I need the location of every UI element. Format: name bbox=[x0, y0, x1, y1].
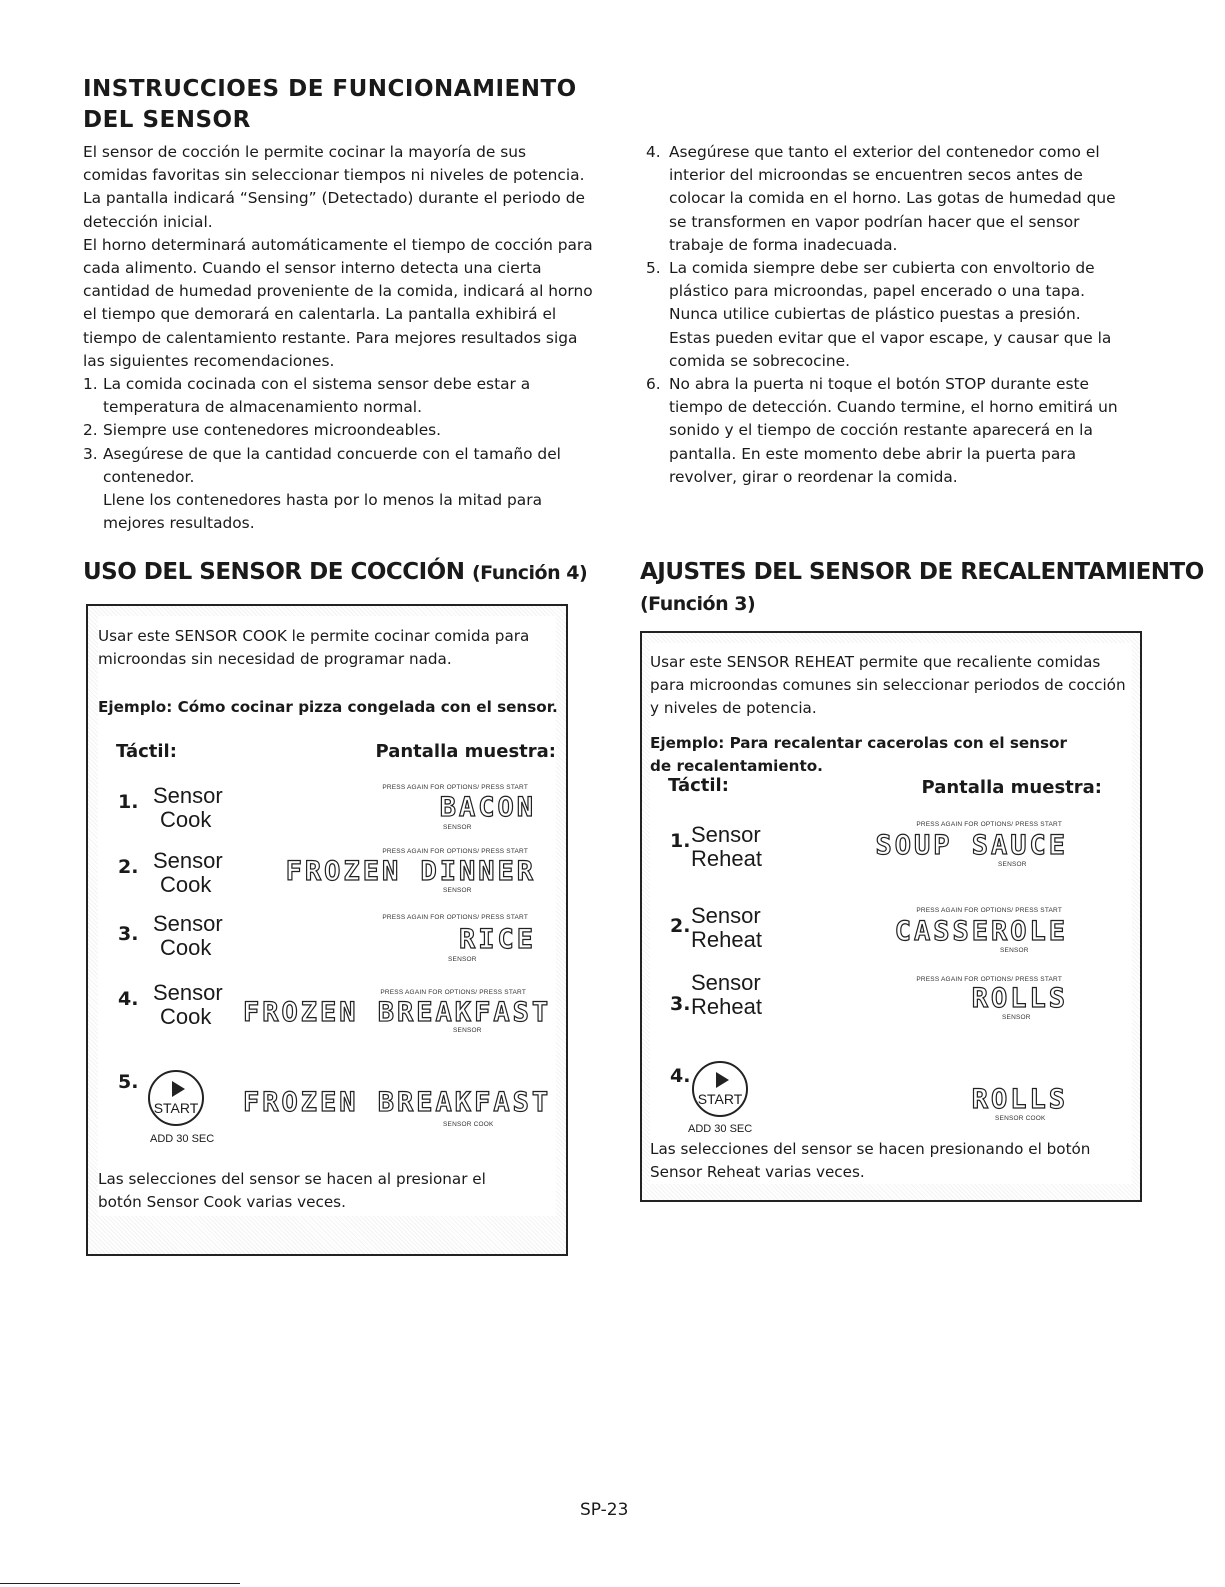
display-lcd-text: ROLLS bbox=[971, 983, 1068, 1014]
play-icon bbox=[716, 1072, 729, 1088]
list-item-text: La comida siempre debe ser cubierta con envoltorio de plástico para microondas, papel encerado o una tapa. Nunca utilice cubiertas de plástico puestas a presión. Estas pueden evitar que el vapor escape, y causar que la comida se sobrecocine. bbox=[669, 259, 1112, 370]
display-bottom-text: SENSOR bbox=[998, 861, 1027, 868]
cook-instruction-box bbox=[86, 604, 568, 1256]
intro-text bbox=[83, 141, 593, 535]
reheat-col-touch: Táctil: bbox=[668, 775, 729, 796]
list-item-text: La comida cocinada con el sistema sensor debe estar a temperatura de almacenamiento normal. bbox=[103, 375, 531, 417]
sensor-cook-key[interactable] bbox=[153, 849, 223, 897]
display-lcd-text: FROZEN BREAKFAST bbox=[243, 1087, 552, 1118]
display-top-text: PRESS AGAIN FOR OPTIONS/ PRESS START bbox=[916, 821, 1062, 828]
bottom-rule bbox=[0, 1583, 240, 1584]
sensor-cook-key[interactable] bbox=[153, 784, 223, 832]
reheat-box-content bbox=[650, 643, 1132, 1184]
key-label-line2: Cook bbox=[160, 872, 212, 897]
page-title-line1: INSTRUCCIOES DE FUNCIONAMIENTO bbox=[83, 76, 577, 102]
list-item-number: 6. bbox=[646, 375, 661, 394]
reheat-box-footer: Las selecciones del sensor se hacen presionando el botón Sensor Reheat varias veces. bbox=[650, 1140, 1091, 1181]
step-number: 5. bbox=[118, 1071, 139, 1093]
page-title-line2: DEL SENSOR bbox=[83, 107, 251, 133]
display-top-text: PRESS AGAIN FOR OPTIONS/ PRESS START bbox=[382, 848, 528, 855]
reheat-heading-line1: AJUSTES DEL SENSOR DE RECALENTAMIENTO bbox=[640, 559, 1204, 585]
start-button-label: START bbox=[153, 1100, 199, 1116]
key-label-line1: Sensor bbox=[691, 970, 761, 995]
cook-heading-main: USO DEL SENSOR DE COCCIÓN bbox=[83, 559, 472, 585]
start-button[interactable] bbox=[692, 1061, 748, 1117]
list-item-number: 3. bbox=[83, 444, 98, 463]
display-bottom-text: SENSOR bbox=[448, 956, 477, 963]
key-label-line1: Sensor bbox=[153, 980, 223, 1005]
display-bottom-text: SENSOR COOK bbox=[995, 1115, 1046, 1122]
display-lcd-text: RICE bbox=[458, 924, 536, 955]
display-lcd-text: BACON bbox=[439, 792, 536, 823]
display-lcd-text: SOUP SAUCE bbox=[875, 830, 1068, 861]
display-bottom-text: SENSOR bbox=[1002, 1014, 1031, 1021]
sensor-reheat-key[interactable] bbox=[691, 971, 762, 1019]
display-bottom-text: SENSOR bbox=[443, 887, 472, 894]
display-top-text: PRESS AGAIN FOR OPTIONS/ PRESS START bbox=[382, 914, 528, 921]
display-top-text: PRESS AGAIN FOR OPTIONS/ PRESS START bbox=[380, 989, 526, 996]
step-number: 3. bbox=[118, 923, 139, 945]
list-item bbox=[83, 443, 593, 536]
list-item bbox=[646, 373, 1124, 489]
list-item bbox=[83, 373, 593, 419]
step-number: 2. bbox=[118, 856, 139, 878]
list-item-number: 5. bbox=[646, 259, 661, 278]
reheat-col-display: Pantalla muestra: bbox=[921, 777, 1102, 798]
cook-box-footer: Las selecciones del sensor se hacen al presionar el botón Sensor Cook varias veces. bbox=[98, 1170, 486, 1211]
key-label-line1: Sensor bbox=[691, 822, 761, 847]
display-top-text: PRESS AGAIN FOR OPTIONS/ PRESS START bbox=[916, 907, 1062, 914]
list-item-number: 1. bbox=[83, 375, 98, 394]
display-lcd-text: CASSEROLE bbox=[894, 916, 1068, 947]
add-30-sec-label: ADD 30 SEC bbox=[688, 1123, 753, 1135]
display-bottom-text: SENSOR COOK bbox=[443, 1121, 494, 1128]
intro-paragraph-1: El sensor de cocción le permite cocinar la mayoría de sus comidas favoritas sin seleccionar tiempos ni niveles de potencia. La pantalla indicará “Sensing” (Detectado) durante el periodo de detección inicial. bbox=[83, 143, 585, 231]
display-top-text: PRESS AGAIN FOR OPTIONS/ PRESS START bbox=[382, 784, 528, 791]
display-lcd-text: FROZEN BREAKFAST bbox=[243, 997, 552, 1028]
add-30-sec-label: ADD 30 SEC bbox=[150, 1133, 215, 1145]
list-item-text: No abra la puerta ni toque el botón STOP durante este tiempo de detección. Cuando termine, el horno emitirá un sonido y el tiempo de cocción restante aparecerá en la pantalla. En este momento debe abrir la puerta para revolver, girar o reordenar la comida. bbox=[669, 375, 1118, 486]
key-label-line2: Reheat bbox=[691, 846, 762, 871]
display-lcd-text: ROLLS bbox=[971, 1084, 1068, 1115]
display-top-text: PRESS AGAIN FOR OPTIONS/ PRESS START bbox=[916, 976, 1062, 983]
list-item-text: Asegúrese que tanto el exterior del contenedor como el interior del microondas se encuentren secos antes de colocar la comida en el horno. Las gotas de humedad que se transformen en vapor podrían hacer que el sensor trabaje de forma inadecuada. bbox=[669, 143, 1116, 254]
reheat-box-example: Ejemplo: Para recalentar cacerolas con el sensor de recalentamiento. bbox=[650, 734, 1067, 775]
right-list bbox=[646, 141, 1124, 489]
step-number: 4. bbox=[670, 1065, 691, 1087]
key-label-line1: Sensor bbox=[691, 903, 761, 928]
step-number: 4. bbox=[118, 988, 139, 1010]
display-lcd-text: FROZEN DINNER bbox=[285, 856, 536, 887]
list-item bbox=[83, 419, 593, 442]
step-number: 1. bbox=[118, 791, 139, 813]
cook-section-heading bbox=[83, 555, 587, 590]
start-button-label: START bbox=[697, 1091, 743, 1107]
sensor-cook-key[interactable] bbox=[153, 912, 223, 960]
step-number: 3. bbox=[670, 993, 691, 1015]
sensor-cook-key[interactable] bbox=[153, 981, 223, 1029]
page-title bbox=[83, 74, 577, 136]
key-label-line2: Cook bbox=[160, 807, 212, 832]
reheat-instruction-box bbox=[640, 631, 1142, 1202]
page-number: SP-23 bbox=[580, 1500, 629, 1520]
list-item-number: 2. bbox=[83, 421, 98, 440]
key-label-line1: Sensor bbox=[153, 848, 223, 873]
key-label-line2: Reheat bbox=[691, 994, 762, 1019]
step-number: 2. bbox=[670, 915, 691, 937]
intro-paragraph-2: El horno determinará automáticamente el tiempo de cocción para cada alimento. Cuando el sensor interno detecta una cierta cantidad de humedad proveniente de la comida, indicará al horno el tiempo que demorará en calentarla. La pantalla exhibirá el tiempo de calentamiento restante. Para mejores resultados siga las siguientes recomendaciones. bbox=[83, 235, 593, 370]
cook-box-content bbox=[98, 616, 556, 1216]
intro-list bbox=[83, 373, 593, 535]
cook-col-touch: Táctil: bbox=[116, 741, 177, 762]
list-item bbox=[646, 257, 1124, 373]
start-button[interactable] bbox=[148, 1070, 204, 1126]
play-icon bbox=[172, 1081, 185, 1097]
list-item-text: Asegúrese de que la cantidad concuerde con el tamaño del contenedor. bbox=[103, 444, 561, 486]
list-item-number: 4. bbox=[646, 143, 661, 161]
key-label-line2: Cook bbox=[160, 935, 212, 960]
display-bottom-text: SENSOR bbox=[443, 824, 472, 831]
list-item-text: Siempre use contenedores microondeables. bbox=[103, 421, 442, 440]
key-label-line2: Cook bbox=[160, 1004, 212, 1029]
cook-box-example: Ejemplo: Cómo cocinar pizza congelada con el sensor. bbox=[98, 698, 558, 716]
key-label-line1: Sensor bbox=[153, 911, 223, 936]
sensor-reheat-key[interactable] bbox=[691, 823, 762, 871]
list-item-extra: Llene los contenedores hasta por lo menos la mitad para mejores resultados. bbox=[103, 491, 543, 533]
list-item bbox=[646, 141, 1124, 257]
step-number: 1. bbox=[670, 830, 691, 852]
cook-box-intro: Usar este SENSOR COOK le permite cocinar comida para microondas sin necesidad de programar nada. bbox=[98, 627, 530, 668]
display-bottom-text: SENSOR bbox=[453, 1027, 482, 1034]
key-label-line1: Sensor bbox=[153, 783, 223, 808]
reheat-section-heading bbox=[640, 555, 1204, 619]
sensor-reheat-key[interactable] bbox=[691, 904, 762, 952]
reheat-box-intro: Usar este SENSOR REHEAT permite que recaliente comidas para microondas comunes sin seleccionar periodos de cocción y niveles de potencia. bbox=[650, 653, 1126, 717]
key-label-line2: Reheat bbox=[691, 927, 762, 952]
reheat-heading-line2: (Función 3) bbox=[640, 593, 756, 615]
right-list-block bbox=[646, 141, 1124, 489]
cook-col-display: Pantalla muestra: bbox=[375, 741, 556, 762]
display-bottom-text: SENSOR bbox=[1000, 947, 1029, 954]
cook-heading-function: (Función 4) bbox=[472, 562, 588, 584]
